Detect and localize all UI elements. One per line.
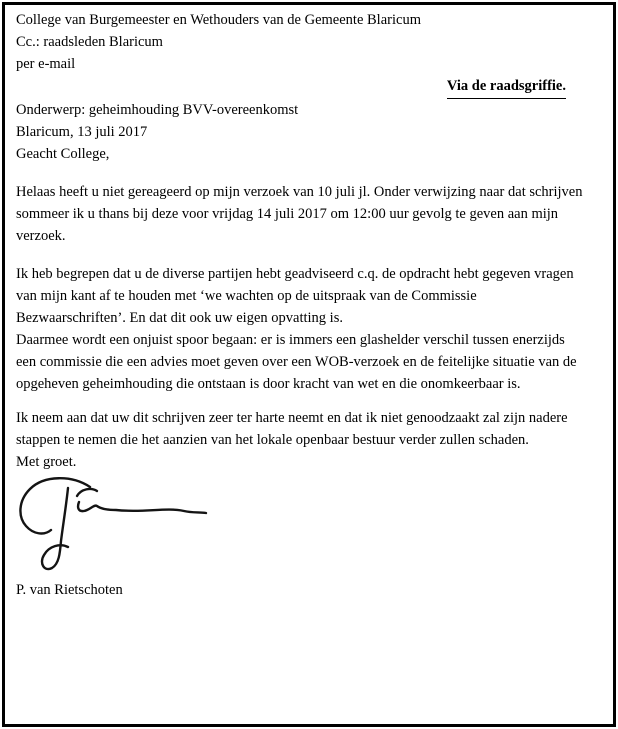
via-note-row — [16, 75, 586, 99]
recipient-cc-line: Cc.: raadsleden Blaricum — [16, 34, 163, 50]
subject-line: Onderwerp: geheimhouding BVV-overeenkomst — [16, 102, 299, 118]
body-paragraph: Ik neem aan dat uw dit schrijven zeer ter harte neemt en dat ik niet genoodzaakt zal zijn nadere stappen te nemen die het aanzien van het lokale openbaar bestuur verder zullen schaden. — [16, 410, 568, 448]
handwritten-signature-icon — [16, 473, 216, 579]
via-note: Via de raadsgriffie. — [447, 75, 566, 99]
letter-sheet — [2, 2, 616, 727]
recipient-line: College van Burgemeester en Wethouders van de Gemeente Blaricum — [16, 12, 421, 28]
signer-name: P. van Rietschoten — [16, 582, 123, 598]
body-paragraph: Daarmee wordt een onjuist spoor begaan: er is immers een glashelder verschil tussen enerzijds een commissie die een advies moet geven over een WOB-verzoek en de feitelijke situatie van de opgeheven geheimhouding die ontstaan is door kracht van wet en die onomkeerbaar is. — [16, 332, 577, 392]
closing-line: Met groet. — [16, 454, 77, 470]
recipient-block — [16, 9, 586, 53]
body-paragraph: Helaas heeft u niet gereageerd op mijn verzoek van 10 juli jl. Onder verwijzing naar dat schrijven sommeer ik u thans bij deze voor vrijdag 14 juli 2017 om 12:00 uur gevolg te geven aan mijn verzoek. — [16, 184, 583, 244]
body-paragraph: Ik heb begrepen dat u de diverse partijen hebt geadviseerd c.q. de opdracht hebt gegeven vragen van mijn kant af te houden met ‘we wachten op de uitspraak van de Commissie Bezwaarschriften’. En dat dit ook uw eigen opvatting is. — [16, 266, 574, 326]
delivery-method-line: per e-mail — [16, 56, 76, 72]
place-date-line: Blaricum, 13 juli 2017 — [16, 124, 148, 140]
salutation: Geacht College, — [16, 146, 110, 162]
